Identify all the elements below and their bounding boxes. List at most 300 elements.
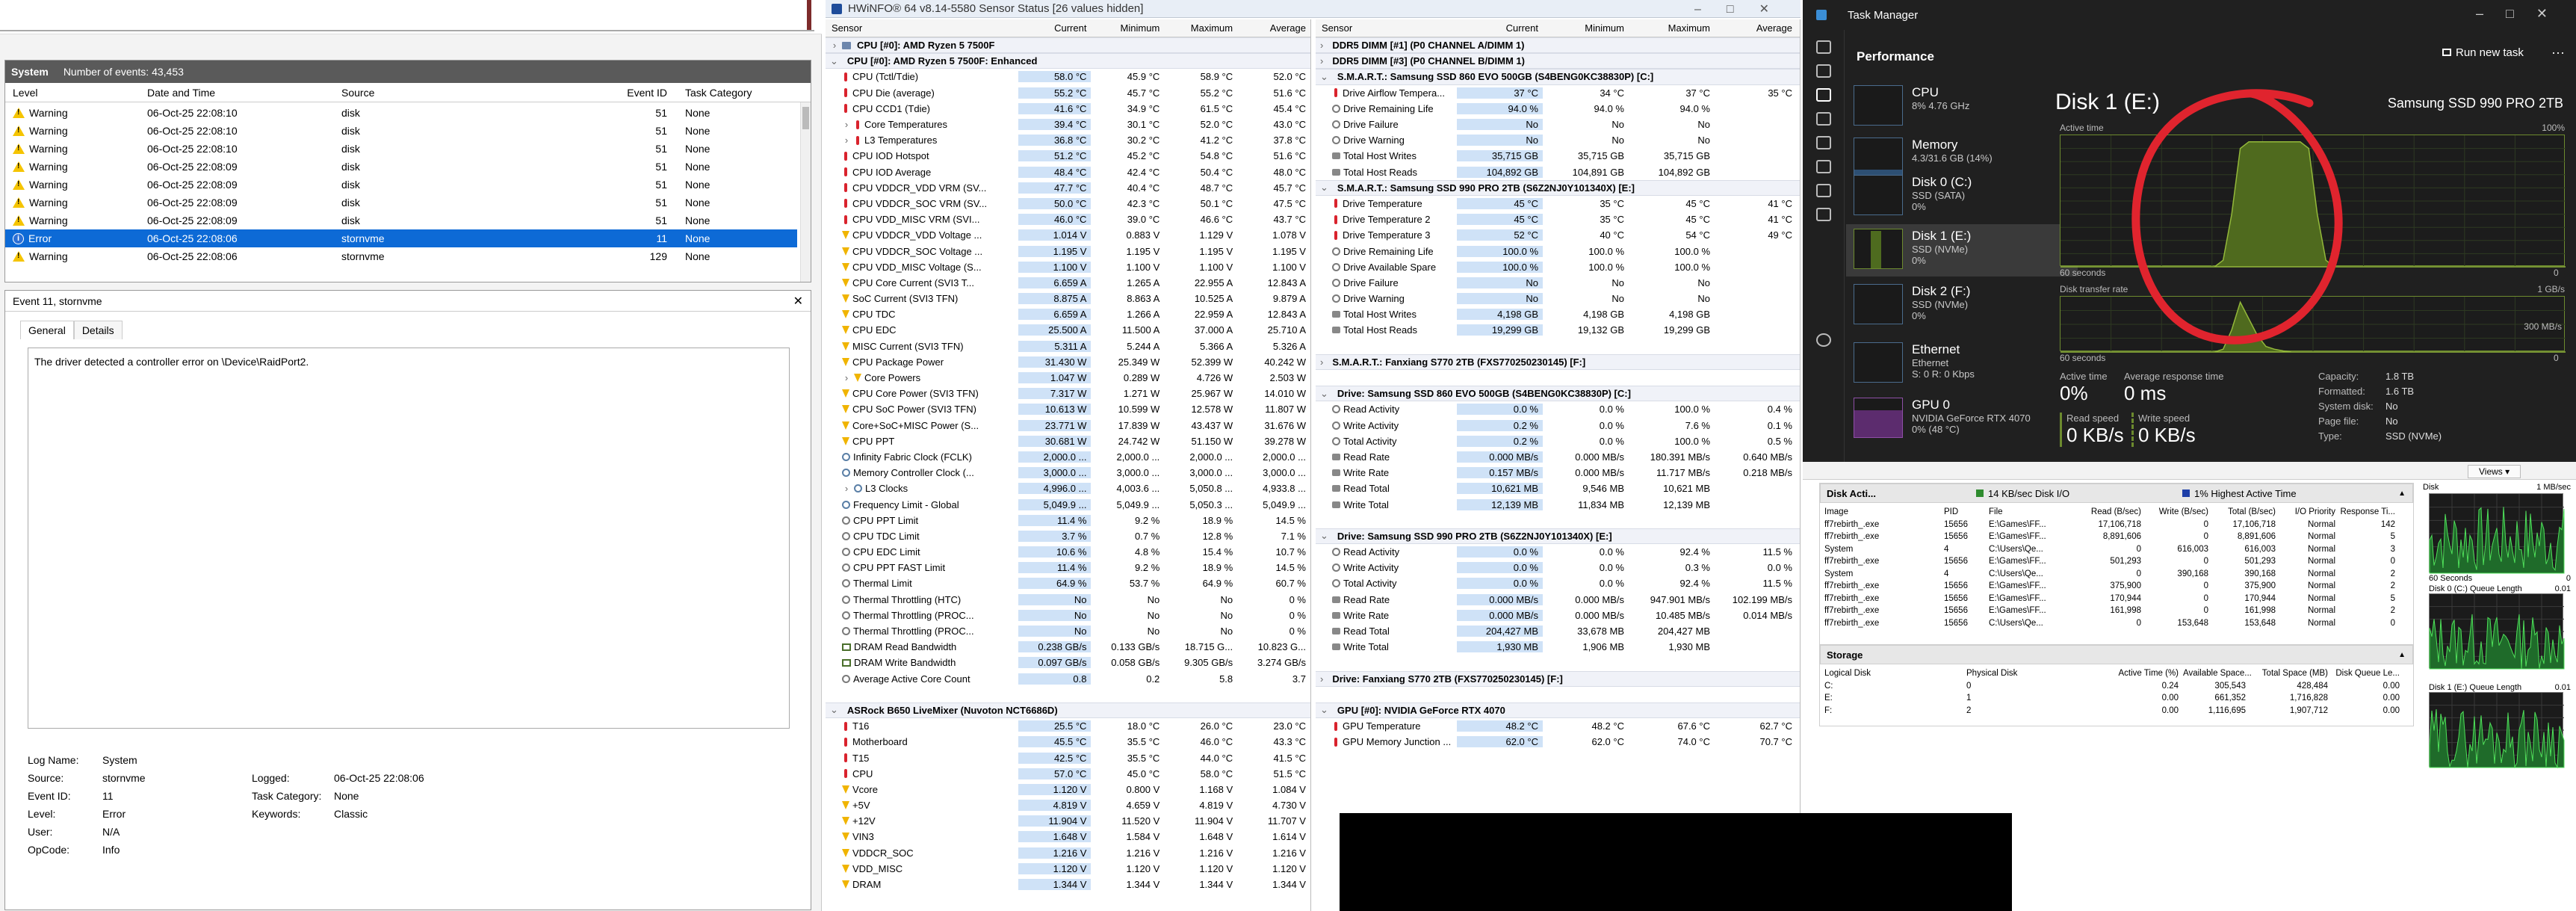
sensor-row[interactable]: [826, 433, 1310, 449]
chevron-right-icon[interactable]: ›: [844, 483, 849, 495]
sensor-row[interactable]: [1316, 291, 1800, 306]
sensor-minimum: 8.863 A: [1127, 293, 1160, 305]
perf-item-sub1: SSD (NVMe): [1912, 244, 1969, 255]
sensor-group[interactable]: [1316, 528, 1800, 544]
disk-activity-cell: E:\Games\FF...: [1989, 593, 2046, 603]
sensor-row[interactable]: [826, 306, 1310, 322]
sensor-row[interactable]: [826, 766, 1310, 782]
sensor-row[interactable]: [826, 655, 1310, 670]
storage-section: [1819, 644, 2414, 726]
event-source: disk: [341, 143, 360, 155]
chevron-down-icon[interactable]: ⌄: [830, 704, 838, 716]
red-circle-annotation: [2102, 52, 2341, 366]
graph-zero-label: 0: [2554, 268, 2559, 278]
sensor-maximum: 10.485 MB/s: [1656, 609, 1710, 621]
sensor-current: 0.0 %: [1457, 404, 1543, 415]
sensor-row[interactable]: [1316, 734, 1800, 750]
sensor-row[interactable]: [826, 164, 1310, 180]
sensor-group[interactable]: [1316, 69, 1800, 84]
column-level[interactable]: Level: [13, 86, 38, 99]
event-row[interactable]: [5, 247, 797, 265]
event-date: 06-Oct-25 22:08:06: [147, 250, 238, 262]
disk-activity-cell: C:\Users\Qe...: [1989, 569, 2043, 578]
chevron-down-icon[interactable]: ⌄: [1320, 70, 1328, 82]
storage-row[interactable]: [1824, 705, 2413, 717]
sensor-current: 41.6 °C: [1018, 103, 1092, 114]
sensor-row[interactable]: [1316, 592, 1800, 608]
collapse-chevron-icon[interactable]: ▲: [2398, 650, 2406, 659]
col-maximum[interactable]: Maximum: [1190, 22, 1233, 34]
disk-activity-cell: 501,293: [2244, 557, 2276, 566]
sensor-group[interactable]: [1316, 386, 1800, 401]
col-average[interactable]: Average: [1756, 22, 1792, 34]
perf-item-thumbnail: [1854, 398, 1903, 438]
sensor-row[interactable]: [826, 449, 1310, 465]
sensor-name-cell: [1316, 610, 1457, 621]
tab-general[interactable]: General: [20, 321, 74, 339]
sensor-minimum: 0.058 GB/s: [1111, 657, 1160, 669]
event-row[interactable]: [5, 194, 797, 211]
sensor-average: 102.199 MB/s: [1732, 593, 1792, 605]
sensor-group[interactable]: [826, 702, 1310, 718]
event-level-text: Warning: [29, 125, 68, 137]
perf-item-name: Memory: [1912, 138, 1958, 152]
col-current[interactable]: Current: [1505, 22, 1538, 34]
perf-item-disk-1-e-[interactable]: [1846, 224, 2078, 277]
sensor-current: 5,049.9 ...: [1018, 499, 1092, 510]
users-icon[interactable]: [1816, 160, 1831, 173]
sensor-name: Thermal Throttling (HTC): [853, 593, 962, 605]
app-history-icon[interactable]: [1816, 112, 1831, 126]
sensor-row[interactable]: [826, 813, 1310, 829]
run-new-task-button[interactable]: [2442, 46, 2524, 59]
sensor-row[interactable]: [826, 845, 1310, 861]
chevron-right-icon[interactable]: ›: [1320, 40, 1324, 52]
disk-icon: [1332, 628, 1340, 634]
sensor-current: 1.014 V: [1018, 229, 1092, 241]
disk-activity-row[interactable]: [1824, 605, 2413, 617]
sensor-row[interactable]: [826, 322, 1310, 338]
sensor-row[interactable]: [826, 354, 1310, 370]
storage-row[interactable]: [1824, 692, 2413, 705]
sensor-average: 1.216 V: [1272, 847, 1306, 859]
sensor-average: 23.0 °C: [1273, 720, 1306, 732]
sensor-row[interactable]: [1316, 117, 1800, 132]
sensor-row[interactable]: [1316, 433, 1800, 449]
chevron-right-icon[interactable]: ›: [832, 40, 837, 52]
sensor-row[interactable]: [826, 132, 1310, 148]
sensor-average: 0 %: [1289, 609, 1306, 621]
perf-item-ethernet[interactable]: [1846, 338, 2078, 390]
resmon-top-strip: [1803, 462, 2576, 480]
disk-activity-row[interactable]: [1824, 519, 2413, 531]
sensor-minimum: 100.0 %: [1588, 261, 1624, 273]
sensor-row[interactable]: [826, 275, 1310, 291]
sensor-row[interactable]: [826, 465, 1310, 481]
sensor-group[interactable]: [1316, 180, 1800, 196]
disk-activity-cell: 15656: [1944, 593, 1968, 603]
sensor-minimum: 4.659 V: [1126, 800, 1160, 812]
sensor-row[interactable]: [1316, 148, 1800, 164]
sensor-average: 35 °C: [1768, 87, 1792, 99]
sensor-average: 11.707 V: [1267, 815, 1306, 827]
disk-activity-cell: 0: [2136, 544, 2141, 554]
sensor-row[interactable]: [826, 513, 1310, 528]
sensor-name: DRAM Read Bandwidth: [854, 641, 957, 653]
sensor-row[interactable]: [1316, 496, 1800, 512]
sensor-panel-left: [826, 19, 1311, 911]
event-level: [5, 232, 147, 244]
col-sensor[interactable]: Sensor: [1322, 22, 1353, 34]
disk-activity-column[interactable]: Total (B/sec): [2228, 507, 2276, 517]
startup-icon[interactable]: [1816, 136, 1831, 149]
sensor-row[interactable]: [826, 734, 1310, 750]
sensor-row[interactable]: [1316, 101, 1800, 117]
storage-column[interactable]: Logical Disk: [1824, 669, 1871, 679]
more-options-icon[interactable]: ···: [2551, 45, 2565, 60]
sensor-average: 5,049.9 ...: [1263, 498, 1306, 510]
column-event-id[interactable]: Event ID: [627, 86, 667, 99]
sensor-row[interactable]: [826, 85, 1310, 101]
storage-column[interactable]: Active Time (%): [2118, 669, 2179, 679]
sensor-name-cell: [1316, 246, 1457, 257]
sensor-group[interactable]: [1316, 53, 1800, 69]
pct-icon: [1332, 136, 1340, 144]
storage-table: [1820, 664, 2413, 717]
sensor-minimum: 0.000 MB/s: [1575, 593, 1624, 605]
sensor-row[interactable]: [826, 671, 1310, 687]
sensor-row[interactable]: [1316, 401, 1800, 417]
sensor-group[interactable]: [826, 687, 1310, 702]
event-row[interactable]: [5, 122, 797, 140]
sensor-group[interactable]: [1316, 354, 1800, 370]
chevron-down-icon[interactable]: ⌄: [1320, 530, 1328, 542]
sensor-row[interactable]: [1316, 481, 1800, 496]
sensor-minimum: 35.5 °C: [1127, 736, 1160, 748]
chevron-right-icon[interactable]: ›: [1320, 673, 1324, 685]
sensor-group[interactable]: [826, 37, 1310, 53]
sensor-row[interactable]: [826, 69, 1310, 84]
disk-activity-column[interactable]: PID: [1944, 507, 1959, 517]
column-date[interactable]: Date and Time: [147, 86, 216, 99]
field-value: Classic: [334, 808, 368, 820]
sensor-group[interactable]: [1316, 702, 1800, 718]
sensor-group[interactable]: [826, 53, 1310, 69]
sensor-row[interactable]: [826, 718, 1310, 734]
sensor-minimum: 1.584 V: [1126, 831, 1160, 843]
sensor-row[interactable]: [1316, 718, 1800, 734]
sensor-minimum: No: [1147, 593, 1160, 605]
chevron-right-icon[interactable]: ›: [844, 135, 849, 146]
sensor-minimum: 40.4 °C: [1127, 182, 1160, 194]
event-list-scrollbar[interactable]: [800, 102, 811, 282]
sensor-row[interactable]: [826, 370, 1310, 386]
sensor-minimum: 10.599 W: [1118, 404, 1160, 416]
sensor-maximum: 1.195 V: [1199, 245, 1233, 257]
sensor-average: 11.5 %: [1762, 578, 1792, 590]
event-row[interactable]: [5, 104, 797, 122]
disk-activity-column[interactable]: Response Ti...: [2340, 507, 2395, 517]
window-controls[interactable]: –□✕: [2476, 6, 2570, 21]
disk-activity-column[interactable]: File: [1989, 507, 2003, 517]
performance-icon[interactable]: [1816, 88, 1831, 102]
sensor-row[interactable]: [826, 750, 1310, 765]
disk-activity-column[interactable]: Read (B/sec): [2090, 507, 2141, 517]
sensor-name: CPU VDDCR_SOC VRM (SV...: [852, 197, 988, 209]
disk-activity-row[interactable]: [1824, 593, 2413, 605]
sensor-maximum: 3,000.0 ...: [1189, 467, 1233, 479]
sensor-group[interactable]: [1316, 370, 1800, 386]
sensor-row[interactable]: [1316, 85, 1800, 101]
perf-item-cpu[interactable]: [1846, 81, 2078, 133]
chevron-right-icon[interactable]: ›: [844, 119, 849, 131]
event-row[interactable]: [5, 140, 797, 158]
sensor-row[interactable]: [826, 180, 1310, 196]
sensor-row[interactable]: [1316, 275, 1800, 291]
property-value: 1.6 TB: [2385, 386, 2415, 397]
services-icon[interactable]: [1816, 208, 1831, 221]
warning-icon: [13, 251, 25, 262]
disk-activity-cell: Normal: [2307, 618, 2335, 628]
event-row[interactable]: [5, 158, 797, 176]
event-detail-header: [5, 291, 811, 312]
sensor-maximum: 7.6 %: [1685, 419, 1710, 431]
perf-item-sub2: 0%: [1912, 310, 1926, 321]
tab-details[interactable]: Details: [74, 321, 123, 339]
sensor-row[interactable]: [826, 339, 1310, 354]
sensor-row[interactable]: [826, 259, 1310, 275]
details-icon[interactable]: [1816, 184, 1831, 197]
sensor-average: 40.242 W: [1264, 356, 1306, 368]
sensor-row[interactable]: [1316, 418, 1800, 433]
sensor-name-cell: [826, 87, 1018, 99]
chevron-down-icon[interactable]: ⌄: [1320, 704, 1328, 716]
sensor-row[interactable]: [1316, 306, 1800, 322]
sensor-minimum: 35 °C: [1600, 197, 1624, 209]
sensor-group[interactable]: [1316, 687, 1800, 702]
bolt-icon: [842, 310, 849, 318]
disk-activity-row[interactable]: [1824, 617, 2413, 630]
disk-activity-column[interactable]: Write (B/sec): [2158, 507, 2208, 517]
disk-activity-row[interactable]: [1824, 568, 2413, 581]
clock-icon: [842, 469, 850, 477]
sensor-name: Write Total: [1343, 498, 1389, 510]
sensor-row[interactable]: [826, 418, 1310, 433]
sensor-name-cell: [826, 815, 1018, 827]
collapse-chevron-icon[interactable]: ▲: [2398, 489, 2406, 498]
col-minimum[interactable]: Minimum: [1120, 22, 1160, 34]
disk-activity-row[interactable]: [1824, 531, 2413, 543]
bolt-icon: [842, 421, 849, 430]
column-task-category[interactable]: Task Category: [685, 86, 752, 99]
bolt-icon: [842, 279, 849, 287]
task-manager-dark-area: [1803, 0, 2576, 462]
sensor-group[interactable]: [1316, 339, 1800, 354]
sensor-row[interactable]: [826, 560, 1310, 575]
sensor-row[interactable]: [1316, 544, 1800, 560]
chevron-right-icon[interactable]: ›: [1320, 356, 1324, 368]
sensor-row[interactable]: [826, 117, 1310, 132]
sensor-average: 0 %: [1289, 593, 1306, 605]
rg2-value: 0.01: [2554, 584, 2571, 593]
sensor-row[interactable]: [826, 877, 1310, 892]
sensor-current: 45 °C: [1457, 214, 1543, 225]
storage-row[interactable]: [1824, 680, 2413, 693]
storage-column[interactable]: Available Space...: [2183, 669, 2252, 679]
disk-activity-row[interactable]: [1824, 555, 2413, 568]
perf-item-disk-2-f-[interactable]: [1846, 280, 2078, 332]
sensor-row[interactable]: [1316, 608, 1800, 623]
sensor-row[interactable]: [826, 227, 1310, 243]
storage-header[interactable]: [1820, 645, 2413, 664]
sensor-row[interactable]: [1316, 449, 1800, 465]
sensor-row[interactable]: [826, 496, 1310, 512]
chevron-down-icon[interactable]: ⌄: [1320, 182, 1328, 194]
window-controls[interactable]: –□✕: [1694, 3, 1795, 16]
event-row[interactable]: [5, 229, 797, 247]
sensor-row[interactable]: [1316, 164, 1800, 180]
storage-column[interactable]: Total Space (MB): [2261, 669, 2328, 679]
perf-item-text: [1912, 398, 2031, 441]
views-button[interactable]: Views ▾: [2468, 465, 2521, 478]
event-category: None: [685, 143, 710, 155]
sensor-average: 7.1 %: [1281, 530, 1306, 542]
disk-activity-row[interactable]: [1824, 580, 2413, 593]
chevron-down-icon[interactable]: ⌄: [830, 55, 838, 67]
col-maximum[interactable]: Maximum: [1668, 22, 1710, 34]
sensor-row[interactable]: [826, 623, 1310, 639]
sensor-row[interactable]: [826, 861, 1310, 877]
sensor-row[interactable]: [1316, 227, 1800, 243]
sensor-row[interactable]: [826, 243, 1310, 259]
sensor-row[interactable]: [1316, 132, 1800, 148]
disk-activity-row[interactable]: [1824, 543, 2413, 556]
event-message-box[interactable]: [28, 348, 790, 729]
sensor-current: 1.216 V: [1018, 847, 1092, 859]
sensor-row[interactable]: [826, 101, 1310, 117]
sensor-average: 14.010 W: [1264, 388, 1306, 400]
sensor-row[interactable]: [826, 782, 1310, 797]
perf-item-gpu-0[interactable]: [1846, 393, 2078, 445]
sensor-name-cell: [826, 768, 1018, 779]
disk-activity-cell: 0: [2203, 606, 2208, 616]
event-row[interactable]: [5, 211, 797, 229]
sensor-row[interactable]: [826, 211, 1310, 227]
sensor-group[interactable]: [1316, 37, 1800, 53]
sensor-row[interactable]: [826, 544, 1310, 560]
sensor-row[interactable]: [826, 829, 1310, 844]
chevron-right-icon[interactable]: ›: [844, 372, 849, 384]
sensor-row[interactable]: [826, 575, 1310, 591]
col-average[interactable]: Average: [1269, 22, 1306, 34]
sensor-row[interactable]: [1316, 322, 1800, 338]
sensor-average: 41 °C: [1768, 214, 1792, 226]
sensor-row[interactable]: [1316, 623, 1800, 639]
disk-activity-cell: Normal: [2307, 606, 2335, 616]
hamburger-icon[interactable]: [1816, 40, 1831, 54]
perf-item-thumbnail: [1854, 85, 1903, 126]
col-minimum[interactable]: Minimum: [1585, 22, 1624, 34]
sensor-name: Read Activity: [1343, 546, 1400, 558]
sensor-name-cell: [1316, 704, 1505, 716]
sensor-row[interactable]: [826, 148, 1310, 164]
sensor-average: 0.4 %: [1767, 404, 1792, 416]
transfer-rate-mid: 300 MB/s: [2524, 321, 2562, 332]
sensor-group[interactable]: [1316, 513, 1800, 528]
sensor-minimum: 35 °C: [1600, 214, 1624, 226]
temp-icon: [844, 183, 847, 192]
sensor-row[interactable]: [826, 196, 1310, 211]
perf-item-disk-0-c-[interactable]: [1846, 170, 2078, 223]
sensor-group[interactable]: [1316, 655, 1800, 670]
col-sensor[interactable]: Sensor: [832, 22, 863, 34]
sensor-name: Drive Airflow Tempera...: [1343, 87, 1446, 99]
sensor-minimum: 1.266 A: [1127, 309, 1160, 321]
sensor-row[interactable]: [826, 608, 1310, 623]
storage-cell: 1: [1966, 694, 1972, 703]
event-list-pane: [4, 60, 811, 282]
sensor-row[interactable]: [1316, 560, 1800, 575]
event-row[interactable]: [5, 176, 797, 194]
sensor-name-cell: [826, 467, 1018, 478]
disk-activity-column[interactable]: Image: [1824, 507, 1848, 517]
chevron-right-icon[interactable]: ›: [1320, 55, 1324, 67]
storage-column[interactable]: Disk Queue Le...: [2335, 669, 2400, 679]
sensor-row[interactable]: [1316, 259, 1800, 275]
sensor-name-cell: [826, 262, 1018, 273]
gear-icon[interactable]: [1816, 333, 1831, 347]
sensor-row[interactable]: [826, 639, 1310, 655]
sensor-name-cell: [1316, 387, 1631, 400]
sensor-current: 0.000 MB/s: [1457, 451, 1543, 463]
rg2-header: [2420, 583, 2574, 593]
sensor-row[interactable]: [826, 291, 1310, 306]
storage-column[interactable]: Physical Disk: [1966, 669, 2018, 679]
stat-value: 0%: [2060, 382, 2088, 404]
sensor-name-cell: [1316, 578, 1457, 589]
sensor-row[interactable]: [826, 401, 1310, 417]
sensor-row[interactable]: [1316, 243, 1800, 259]
sensor-current: 4,198 GB: [1457, 309, 1543, 320]
sensor-minimum: 9,546 MB: [1582, 483, 1624, 495]
sensor-row[interactable]: [826, 592, 1310, 608]
sensor-group[interactable]: [1316, 671, 1800, 687]
sensor-minimum: 33,678 MB: [1577, 626, 1624, 637]
temp-icon: [856, 136, 859, 145]
sensor-average: 60.7 %: [1275, 578, 1306, 590]
sensor-row[interactable]: [826, 386, 1310, 401]
sensor-row[interactable]: [826, 528, 1310, 544]
sensor-row[interactable]: [1316, 465, 1800, 481]
chevron-down-icon[interactable]: ⌄: [1320, 387, 1328, 399]
sensor-row[interactable]: [1316, 211, 1800, 227]
disk-activity-header[interactable]: [1820, 484, 2413, 503]
sensor-row[interactable]: [1316, 639, 1800, 655]
col-current[interactable]: Current: [1054, 22, 1087, 34]
column-source[interactable]: Source: [341, 86, 375, 99]
sensor-row[interactable]: [826, 481, 1310, 496]
sensor-row[interactable]: [826, 797, 1310, 813]
close-icon[interactable]: ✕: [793, 295, 803, 308]
scrollbar-thumb[interactable]: [802, 107, 809, 129]
sensor-name: CPU VDDCR_VDD Voltage ...: [852, 229, 982, 241]
processes-icon[interactable]: [1816, 64, 1831, 78]
sensor-row[interactable]: [1316, 575, 1800, 591]
sensor-current: 1.120 V: [1018, 863, 1092, 874]
disk-activity-column[interactable]: I/O Priority: [2294, 507, 2335, 517]
disk-activity-cell: Normal: [2307, 532, 2335, 542]
sensor-row[interactable]: [1316, 196, 1800, 211]
